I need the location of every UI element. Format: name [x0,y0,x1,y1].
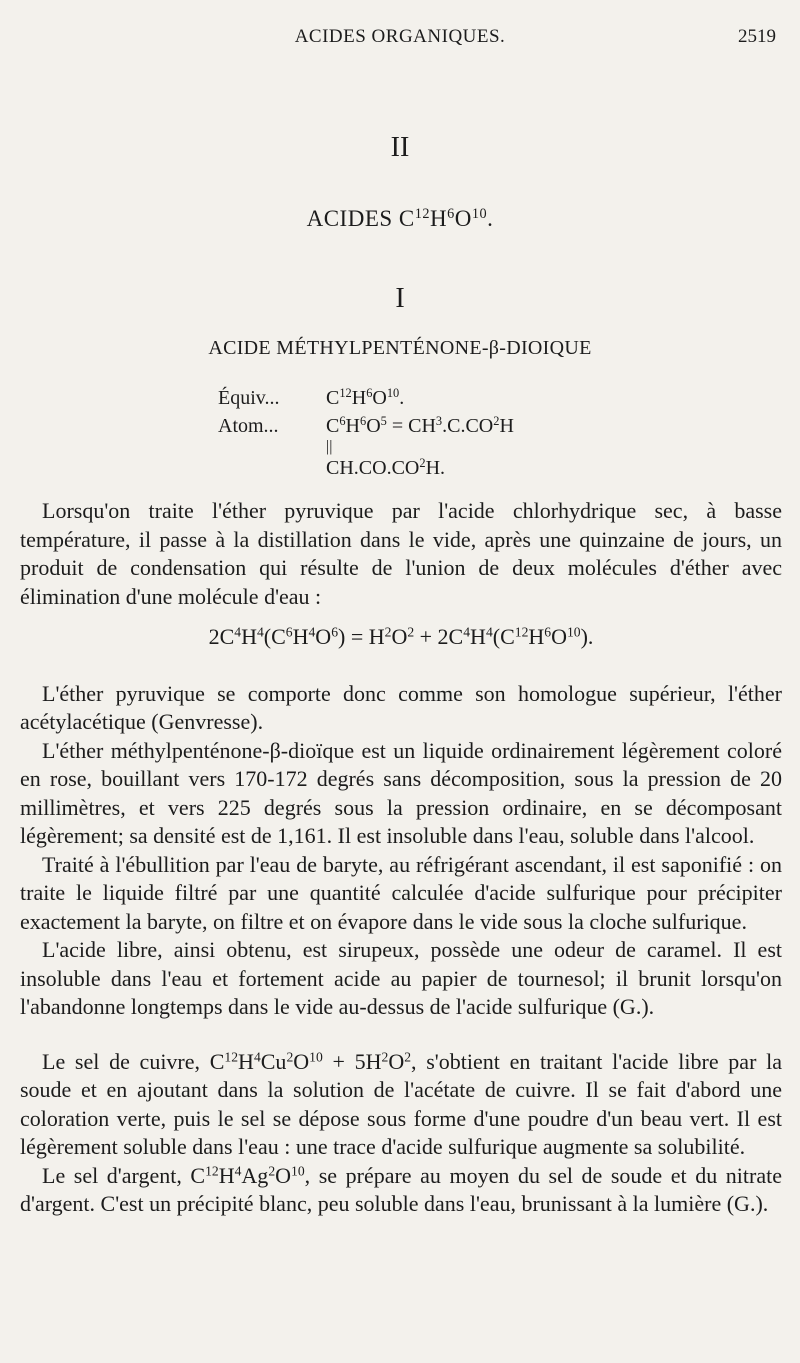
paragraph: Traité à l'ébullition par l'eau de baryte, au réfrigérant ascendant, il est saponifié : on traite le liquide filtré par une quantité calculée d'acide sulfurique pour précipiter exactement la baryte, on filtre et on évapore dans le vide sous la cloche sulfurique. [20,851,782,934]
formula-last-line: $CH.CO.CO^2H$. [326,456,446,479]
subsection-numeral: I [395,283,405,314]
page-header [20,22,780,52]
paragraph: L'éther méthylpenténone-β-dioïque est un liquide ordinairement légèrement coloré en rose, bouillant vers 170-172 degrés sans décomposition, sous la pression de 20 millimètres, et vers 225 degrés sous la pression ordinaire, en se décomposant légèrement; sa densité est de 1,161. Il est insoluble dans l'eau, soluble dans l'alcool. [20,737,782,848]
equiv-label: Équiv... [218,387,280,409]
paragraph: L'éther pyruvique se comporte donc comme son homologue supérieur, l'éther acétylacétique (Genvresse). [20,680,782,734]
section-numeral: II [390,132,410,163]
paragraph: L'acide libre, ainsi obtenu, est sirupeux, possède une odeur de caramel. Il est insoluble dans l'eau et fortement acide au papier de tournesol; il brunit lorsqu'on l'abandonne longtemps dans le vide au-dessus de l'acide sulfurique (G.). [20,937,782,1019]
compound-name: ACIDE MÉTHYLPENTÉNONE-β-DIOIQUE [208,337,592,359]
paragraph: Le sel d'argent, $C^{12}H^4Ag^2O^{10}$, se prépare au moyen du sel de soude et du nitrate d'argent. C'est un précipité blanc, peu soluble dans l'eau, brunissant à la lumière (G.). [20,1162,783,1216]
atom-formula: $C^6H^6O^5 = CH^3.C.CO^2H$ [326,414,514,437]
body-text [20,497,782,1219]
section-title: ACIDES $C^{12}H^6O^{10}$. [306,206,494,231]
double-bond: || [326,438,333,455]
running-title: ACIDES ORGANIQUES. [294,26,506,47]
formula-block [218,384,514,482]
atom-label: Atom... [218,415,279,437]
page-number: 2519 [738,26,776,47]
paragraph: Lorsqu'on traite l'éther pyruvique par l'acide chlorhydrique sec, à basse température, il passe à la distillation dans le vide, après une quinzaine de jours, un produit de condensation qui résulte de l'union de deux molécules d'éther avec élimination d'une molécule d'eau : [20,498,782,609]
paragraph: Le sel de cuivre, $C^{12}H^4Cu^2O^{10} + 5H^2O^2$, s'obtient en traitant l'acide libre par la soude et en ajoutant dans la solution de l'acétate de cuivre. Il se fait d'abord une coloration verte, puis le sel se dépose sous forme d'une poudre d'un beau vert. Il est légèrement soluble dans l'eau : une trace d'acide sulfurique augmente sa solubilité. [20,1048,782,1159]
reaction-equation: $2C^4H^4(C^6H^4O^6) = H^2O^2 + 2C^4H^4(C^{12}H^6O^{10})$. [208,624,594,649]
equiv-formula: $C^{12}H^6O^{10}$. [326,386,405,409]
